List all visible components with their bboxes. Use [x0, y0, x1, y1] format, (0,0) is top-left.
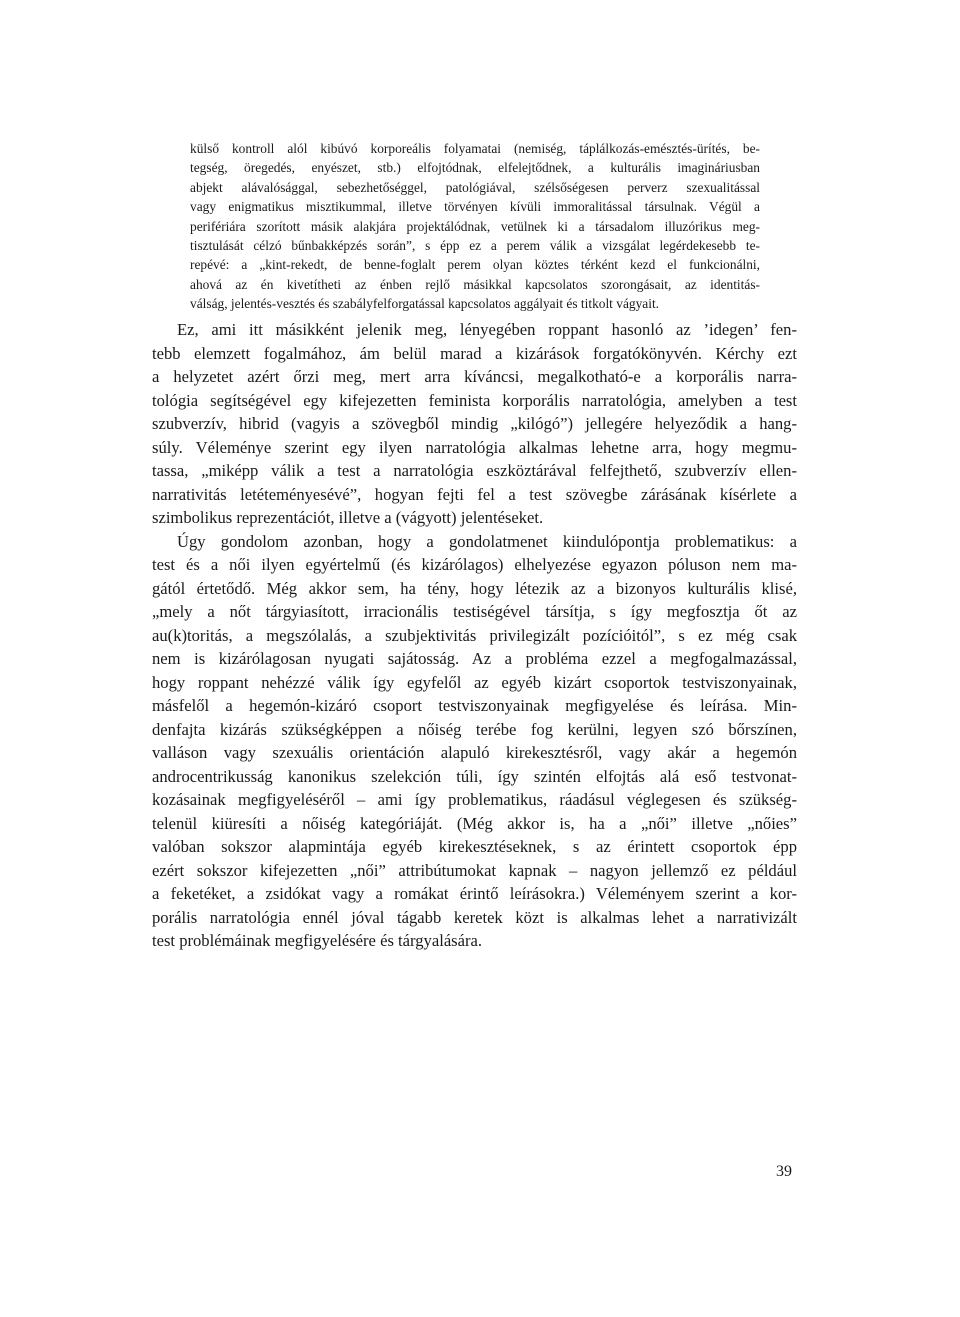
paragraph-line: „mely a nőt tárgyiasított, irracionális testiségével társítja, s így megfosztja őt az: [152, 602, 797, 621]
paragraph-line: nem is kizárólagosan nyugati sajátosság. Az a probléma ezzel a megfogalmazással,: [152, 649, 797, 668]
paragraph-line: test és a női ilyen egyértelmű (és kizárólagos) elhelyezése egyazon póluson nem ma-: [152, 555, 797, 574]
block-quote: [190, 139, 760, 314]
paragraph-line: telenül kiüresíti a nőiség kategóriáját. (Még akkor is, ha a „női” illetve „nőies”: [152, 813, 797, 833]
quote-line: tisztulását célzó bűnbakképzés során”, s épp ez a perem válik a vizsgálat legérdekesebb te-: [190, 237, 760, 253]
paragraph-line: tológia segítségével egy kifejezetten feminista korporális narratológia, amelyben a test: [152, 390, 797, 410]
paragraph-line: valóban sokszor alapmintája egyéb kirekesztéseknek, s az érintett csoportok épp: [152, 837, 797, 856]
quote-line: külső kontroll alól kibúvó korporeális folyamatai (nemiség, táplálkozás-emésztés-ürítés, be-: [190, 141, 760, 156]
quote-line: ahová az én kivetítheti az énben rejlő másikkal kapcsolatos szorongásait, az identitás-: [190, 276, 760, 292]
paragraph-line: kozásainak megfigyeléséről – ami így problematikus, ráadásul véglegesen és szükség-: [152, 790, 797, 809]
paragraph-line: szubverzív, hibrid (vagyis a szövegből mindig „kilógó”) jellegére helyeződik a hang-: [152, 414, 797, 433]
body-text: [152, 318, 797, 953]
paragraph-line: Ez, ami itt másikként jelenik meg, lényegében roppant hasonló az ’idegen’ fen-: [177, 320, 797, 339]
paragraph-line: narrativitás letéteményesévé”, hogyan fejti fel a test szövegbe zárásának kísérlete a: [152, 484, 797, 504]
paragraph-line: androcentrikusság kanonikus szelekción túli, így szintén elfojtás alá eső testvonat-: [152, 766, 797, 786]
paragraph-line: hogy roppant nehézzé válik így egyfelől az egyéb kizárt csoportok testviszonyainak,: [152, 672, 797, 692]
paragraph-line: tassa, „miképp válik a test a narratológia eszköztárával felfejthető, szubverzív ellen-: [152, 461, 797, 480]
paragraph-line: szimbolikus reprezentációt, illetve a (vágyott) jelentéseket.: [152, 508, 544, 527]
paragraph-line: másfelől a hegemón-kizáró csoport testviszonyainak megfigyelése és leírása. Min-: [152, 696, 797, 715]
paragraph-line: denfajta kizárás szükségképpen a nőiség terébe fog kerülni, legyen szó bőrszínen,: [152, 719, 797, 739]
page-number: 39: [776, 1163, 792, 1180]
paragraph-line: test problémáinak megfigyelésére és tárgyalására.: [152, 931, 483, 950]
paragraph-line: a feketéket, a zsidókat vagy a romákat érintő leírásokra.) Véleményem szerint a kor-: [152, 884, 797, 903]
paragraph-line: au(k)toritás, a megszólalás, a szubjektivitás privilegizált pozícióitól”, s ez még csak: [152, 625, 797, 645]
quote-line: abjekt alávalósággal, sebezhetőséggel, patológiával, szélsőségesen perverz szexualitással: [190, 179, 760, 195]
quote-line: tegség, öregedés, enyészet, stb.) elfojtódnak, elfelejtődnek, a kulturális imagináriusban: [190, 160, 760, 176]
quote-line: válság, jelentés-vesztés és szabályfelforgatással kapcsolatos aggályait és titkolt vágyait.: [190, 296, 660, 312]
paragraph-line: súly. Véleménye szerint egy ilyen narratológia alkalmas lehetne arra, hogy megmu-: [152, 437, 797, 457]
paragraph-line: porális narratológia ennél jóval tágabb keretek közt is alkalmas lehet a narrativizált: [152, 907, 797, 927]
paragraph-line: tebb elemzett fogalmához, ám belül marad a kizárások forgatókönyvén. Kérchy ezt: [152, 343, 797, 363]
quote-line: perifériára szorított másik alakjára projektálódnak, vetülnek ki a társadalom illuzórikus meg-: [190, 218, 760, 234]
quote-line: repévé: a „kint-rekedt, de benne-foglalt perem olyan köztes térként kezd el funkcionálni,: [190, 257, 760, 273]
quote-line: vagy enigmatikus misztikummal, illetve törvényen kívüli immoralitással társulnak. Végül a: [190, 199, 760, 215]
paragraph-line: valláson vagy szexuális orientáción alapuló kirekesztésről, vagy akár a hegemón: [152, 743, 797, 762]
paragraph-line: ezért sokszor kifejezetten „női” attribútumokat kapnak – nagyon jellemző ez például: [152, 860, 797, 880]
paragraph-line: gától értetődő. Még akkor sem, ha tény, hogy létezik az a bizonyos kulturális klisé,: [152, 578, 797, 598]
paragraph-line: Úgy gondolom azonban, hogy a gondolatmenet kiindulópontja problematikus: a: [177, 531, 797, 551]
paragraph-line: a helyzetet azért őrzi meg, mert arra kíváncsi, megalkotható-e a korporális narra-: [152, 367, 797, 386]
